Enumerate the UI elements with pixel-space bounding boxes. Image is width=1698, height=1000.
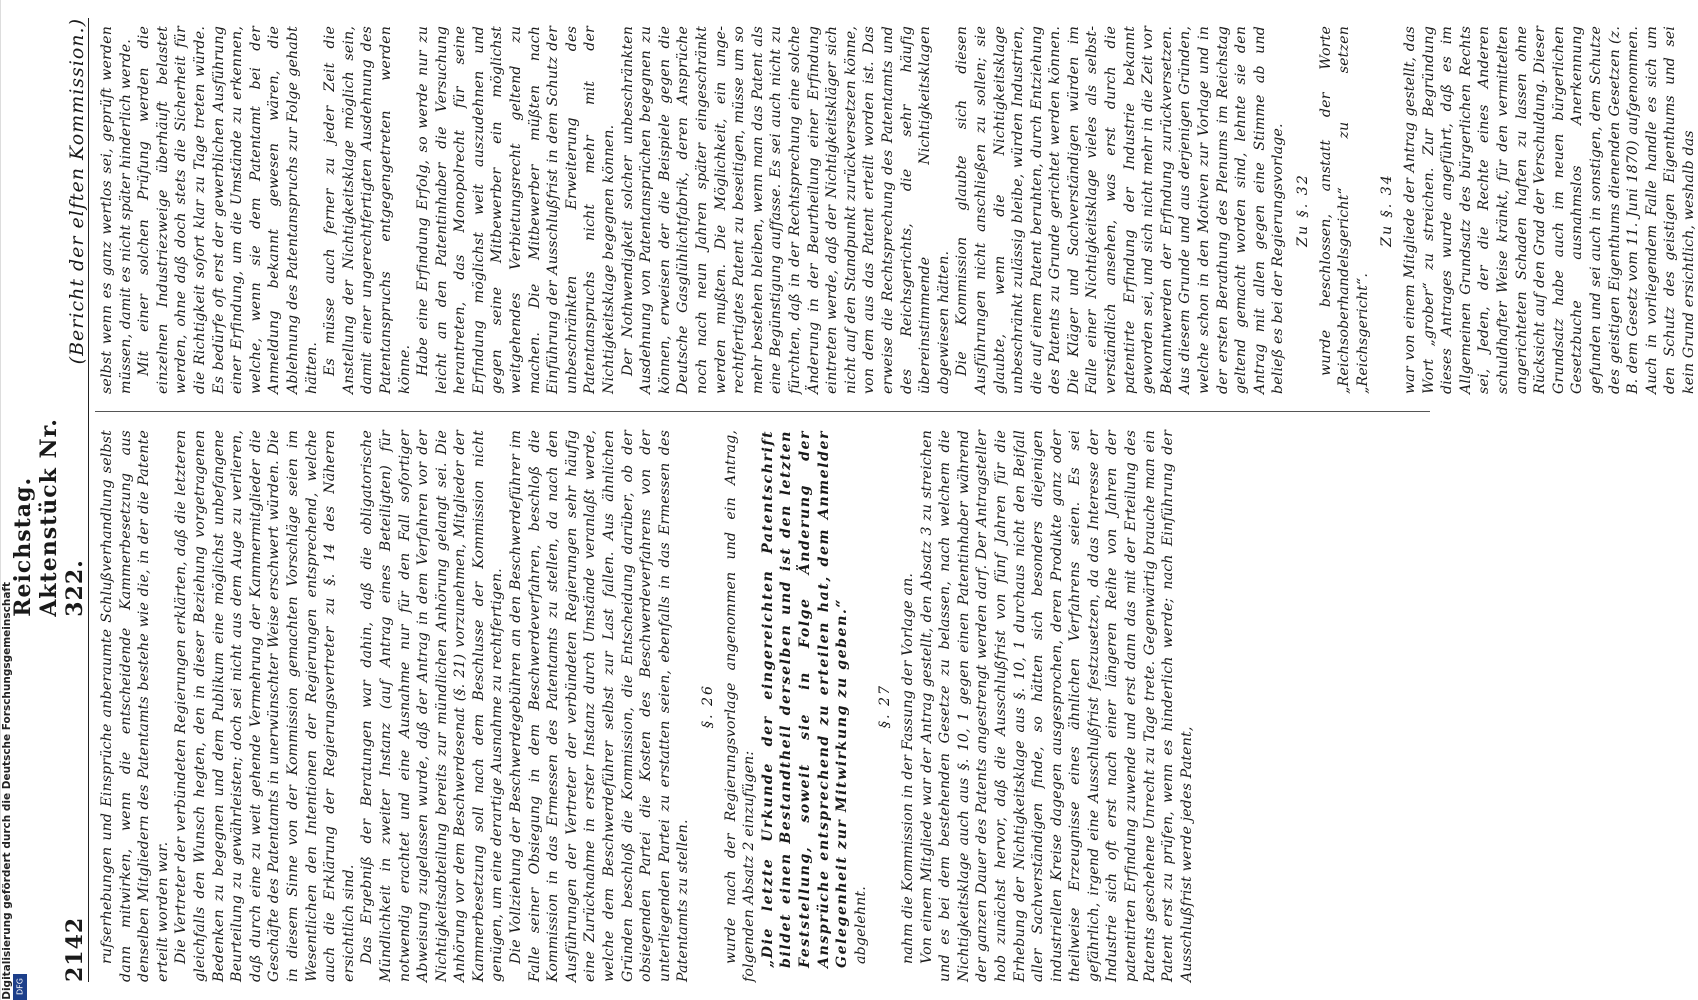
section-heading: §. 26	[700, 683, 716, 729]
right-column	[98, 26, 1697, 394]
paragraph: Die Vertreter der verbündeten Regierungen erklärten, daß die letzteren gleichfalls den Wunsch hegten, den in dieser Beziehung vorgetragenen Bedenken zu begegnen und dem Publikum eine möglichst unbefangene Beurteilung zu gewährleisten; doch sei nicht aus dem Auge zu verlieren, daß durch eine zu weit gehende Vermehrung der Kammermitglieder die Geschäfte des Patentamts in unerwünschter Weise erschwert würden. Die in diesem Sinne von der Kommission gemachten Vorschläge seien im Wesentlichen den Intentionen der Regierungen entsprechend, welche auch die Erklärung der Regierungsvertreter zu §. 14 des Näheren ersichtlich sind.	[173, 430, 357, 982]
left-column	[98, 430, 1430, 982]
paragraph: Das Ergebniß der Beratungen war dahin, daß die obligatorische Mündlichkeit in zweiter Instanz (auf Antrag eines Beteiligten) für notwendig erachtet und eine Ausnahme nur für den Fall sofortiger Abweisung zugelassen wurde, daß der Antrag in dem Verfahren vor der Nichtigkeitsabteilung bereits zur mündlichen Anhörung gelangt sei. Die Anhörung vor dem Beschwerdesenat (§. 21) vorzunehmen, Mitglieder der Kammerbesetzung soll nach dem Beschlusse der Kommission nicht genügen, um eine derartige Ausnahme zu rechtfertigen.	[359, 430, 506, 982]
paragraph: Es müsse auch ferner zu jeder Zeit die Anstellung der Nichtigkeitsklage möglich sein, damit einer ungerechtfertigten Ausdehnung des Patentanspruchs entgegengetreten werden könne.	[322, 26, 413, 394]
paragraph: nahm die Kommission in der Fassung der Vorlage an.	[899, 572, 916, 964]
digitization-credit	[2, 560, 26, 1000]
section-heading: Zu §. 34	[1379, 173, 1396, 247]
header-subtitle: (Bericht der elften Kommission.)	[66, 18, 88, 365]
column-divider	[95, 411, 1430, 412]
dfg-logo-icon: DFG	[13, 974, 27, 1000]
paragraph: abgelehnt.	[852, 886, 869, 964]
paragraph: wurde beschlossen, anstatt der Worte „Reichsoberhandelsgericht“ zu setzen „Reichsgericht“.	[1317, 26, 1371, 394]
credit-text: Digitalisierung gefördert durch die Deutsche Forschungsgemeinschaft	[1, 582, 13, 1000]
paragraph: Von einem Mitgliede war der Antrag gestellt, den Absatz 3 zu streichen und es bei dem bestehenden Gesetze zu belassen, nach welchem die Nichtigkeitsklage auch aus §. 10, 1 gegen einen Patentinhaber während der ganzen Dauer des Patents angestrengt werden darf. Der Antragsteller hob zunächst hervor, daß die Ausschlußfrist von fünf Jahren für die Erhebung der Nichtigkeitsklage aus §. 10, 1 durchaus nicht den Beifall aller Sachverständigen finde, so hätten sich besonders diejenigen industriellen Kreise dagegen ausgesprochen, deren Produkte ganz oder theilweise Erzeugnisse eines ähnlichen Verfahrens seien. Es sei gefährlich, irgend eine Ausschlußfrist festzusetzen, da das Interesse der Industrie sich oft erst nach einer längeren Reihe von Jahren der patentirten Erfindung zuwende und erst dann das mit der Erteilung des Patents geschehene Unrecht zu Tage trete. Gegenwärtig brauche man ein Patent erst zu prüfen, wenn es hinderlich werde; nach Einführung der Ausschlußfrist werde jedes Patent,	[918, 430, 1195, 982]
paragraph: Mit einer solchen Prüfung werden die einzelnen Industriezweige überhäuft belastet werden, ohne daß doch stets die Sicherheit für die Richtigkeit sofort klar zu Tage treten würde. Es bedürfe oft erst der gewerblichen Ausführung einer Erfindung, um die Umstände zu erkennen, welche, wenn sie dem Patentamt bei der Anmeldung bekannt gewesen wären, die Ablehnung des Patentanspruchs zur Folge gehabt hätten.	[136, 26, 320, 394]
paragraph: Der Nothwendigkeit solcher unbeschränkten Ausdehnung von Patentansprüchen begegnen zu können, erweisen der die Beispiele gegen die Deutsche Gasglühlichtfabrik, deren Ansprüche noch nach neun Jahren später eingeschränkt werden mußten. Die Möglichkeit, ein ungerechtfertigtes Patent zu beseitigen, müsse um so mehr bestehen bleiben, wenn man das Patent als eine Begünstigung auffasse. Es sei auch nicht zu fürchten, daß in der Rechtsprechung eine solche Änderung in der Beurtheilung einer Erfindung eintreten werde, daß der Nichtigkeitskläger sich nicht auf den Standpunkt zurückversetzen könne, von dem aus das Patent erteilt worden ist. Das erweise die Rechtsprechung des Patentamts und des Reichsgerichts, die sehr häufig übereinstimmende Nichtigkeitsklagen abgewiesen hätten.	[619, 26, 952, 394]
quoted-amendment: „Die letzte Urkunde der eingereichten Patentschrift bildet einen Bestandtheil derselben und ist den letzten Feststellung, soweit sie in Folge Änderung der Ansprüche entsprechend zu erteilen hat, dem Anmelder Gelegenheit zur Mitwirkung zu geben.“	[759, 430, 851, 968]
paragraph: wurde nach der Regierungsvorlage angenommen und ein Antrag, folgenden Absatz 2 einzufügen:	[722, 430, 758, 982]
page-header	[10, 18, 89, 982]
paragraph: Die Vollziehung der Beschwerdegebühren an den Beschwerdeführer im Falle seiner Obsiegung in dem Beschwerdeverfahren, beschloß die Kommission in das Ermessen des Patentamts zu stellen, da nach den Ausführungen der Vertreter der verbündeten Regierungen sehr häufig eine Zurücknahme in erster Instanz durch Umstände veranlaßt werde, welche dem Beschwerdeführer selbst zur Last fallen. Aus ähnlichen Gründen beschloß die Kommission, die Entscheidung darüber, ob der obsiegenden Partei die Kosten des Beschwerdeverfahrens von der unterliegenden Partei zu erstatten seien, ebenfalls in das Ermessen des Patentamts zu stellen.	[508, 430, 692, 982]
section-heading: Zu §. 32	[1295, 173, 1311, 247]
header-title: Reichstag. Aktenstück Nr. 322.	[10, 418, 88, 617]
paragraph: Habe eine Erfindung Erfolg, so werde nur zu leicht an den Patentinhaber die Versuchung herantreten, das Monopolrecht für seine Erfindung möglichst weit auszudehnen und gegen seine Mitbewerber ein möglichst weitgehendes Verbietungsrecht geltend zu machen. Die Mitbewerber müßten nach Einführung der Ausschlußfrist in dem Schutz der unbeschränkten Erweiterung des Patentanspruchs nicht mehr mit der Nichtigkeitsklage begegnen können.	[415, 26, 618, 394]
paragraph: selbst wenn es ganz wertlos sei, geprüft werden müssen, damit es nicht später hinderlich werde.	[99, 26, 134, 394]
page-number: 2142	[62, 916, 88, 982]
paragraph: Die Kommission glaubte sich diesen Ausführungen nicht anschließen zu sollen; sie glaubte, wenn die Nichtigkeitsklage unbeschränkt zulässig bleibe, würden Industrien, die auf einem Patent beruhten, durch Entziehung des Patents zu Grunde gerichtet werden können. Die Kläger und Sachverständigen würden im Falle einer Nichtigkeitsklage vieles als selbstverständlich ansehen, was erst durch die patentirte Erfindung der Industrie bekannt geworden sei, und sich nicht mehr in die Zeit vor Bekanntwerden der Erfindung zurückversetzen. Aus diesem Grunde und aus derjenigen Gründen, welche schon in den Motiven zur Vorlage und in der ersten Berathung des Plenums im Reichstag geltend gemacht worden sind, lehnte sie den Antrag mit allen gegen eine Stimme ab und beließ es bei der Regierungsvorlage.	[954, 26, 1287, 394]
section-heading: §. 27	[877, 683, 894, 729]
paragraph: rufserhebungen und Einsprüche anberaumte Schlußverhandlung selbst dann mitwirken, wenn die entscheidende Kammerbesetzung aus denselben Mitgliedern des Patentamts bestehe wie die, in der die Patente erteilt worden war.	[99, 430, 171, 982]
paragraph: war von einem Mitgliede der Antrag gestellt, das Wort „grober“ zu streichen. Zur Begründung dieses Antrages wurde angeführt, daß es im Allgemeinen Grundsatz des bürgerlichen Rechts sei, Jeden, der die Rechte eines Anderen schuldhafter Weise kränkt, für den vermittelten angerichteten Schaden haften zu lassen ohne Rücksicht auf den Grad der Verschuldung. Dieser Grundsatz habe auch im neuen bürgerlichen Gesetzbuche ausnahmslos Anerkennung gefunden und sei auch in sonstigen, dem Schutze des geistigen Eigenthums dienenden Gesetzen (z. B. dem Gesetz vom 11. Juni 1870) aufgenommen. Auch in vorliegendem Falle handle es sich um den Schutz des geistigen Eigenthums und sei kein Grund ersichtlich, weshalb das	[1401, 26, 1697, 394]
